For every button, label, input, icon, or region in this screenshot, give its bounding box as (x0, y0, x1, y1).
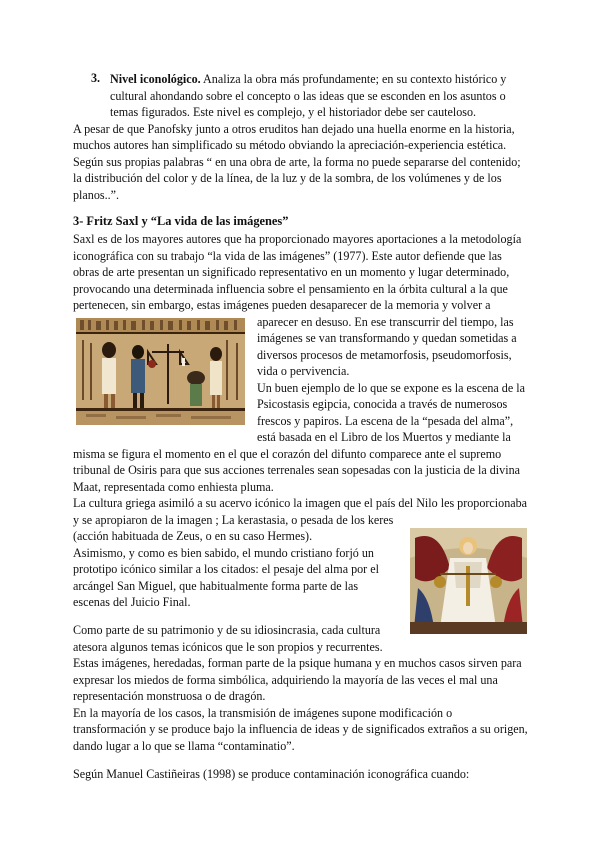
egypt-side-line-2: imágenes se van transformando y quedan sometidas a (257, 331, 517, 345)
saxl-line-3: obras de arte presentan un significado representativo en un momento y lugar determinado, (73, 265, 510, 279)
list-item-line-1 (110, 71, 506, 88)
greek-line-3: (acción habituada de Zeus, o en su caso Hermes). (73, 529, 313, 543)
list-term: Nivel iconológico. (110, 72, 201, 86)
egyptian-papyrus-image (76, 318, 245, 425)
saxl-line-2: iconográfica con su trabajo “la vida de las imágenes” (1977). Este autor defiende que las (73, 248, 502, 263)
osiris-line-3: Maat, representada como enhiesta pluma. (73, 479, 274, 494)
osiris-line-2: tribunal de Osiris para que sus acciones terrenales sean sopesadas con la justicia de la divina (73, 463, 520, 477)
heritage-line-7: transformación y se produce bajo la influencia de ideas y de significados extraños a su origen, (73, 722, 528, 736)
saxl-line-4: provocando una determinada influencia sobre el pensamiento en la órbita cultural a la que (73, 281, 508, 296)
panofsky-line-4: la distribución del color y de la línea, de la luz y de la sombra, de los volúmenes y de los (73, 171, 502, 185)
list-number: 3. (91, 71, 101, 85)
list-item-line-2: cultural ahondando sobre el concepto o las ideas que se esconden en los asuntos o (110, 88, 506, 103)
saint-michael-painting (410, 528, 527, 634)
section-heading: 3- Fritz Saxl y “La vida de las imágenes” (73, 214, 289, 228)
list-line-text: Analiza la obra más profundamente; en su contexto histórico y (200, 72, 507, 86)
egypt-side-line-7: frescos y papiros. La escena de la “pesada del alma”, (257, 413, 514, 428)
panofsky-line-1: A pesar de que Panofsky junto a otros eruditos han dejado una huella enorme en la historia, (73, 121, 515, 136)
egypt-side-line-1: aparecer en desuso. En ese transcurrir del tiempo, las (257, 314, 514, 329)
christian-line-2: prototipo icónico similar a los citados: el pesaje del alma por el (73, 562, 379, 576)
saxl-line-5: pertenecen, sin embargo, estas imágenes pueden desaparecer de la memoria y volver a (73, 298, 491, 312)
papyrus-psychostasis-icon (76, 318, 245, 425)
egypt-side-line-6: Psicostasis egipcia, conocida a través de numerosos (257, 397, 508, 411)
castineiras-line: Según Manuel Castiñeiras (1998) se produce contaminación iconográfica cuando: (73, 767, 470, 781)
christian-line-1: Asimismo, y como es bien sabido, el mundo cristiano forjó un (73, 545, 374, 560)
egypt-side-line-3: diversos procesos de metamorfosis, pseudomorfosis, (257, 347, 512, 362)
heritage-line-8: dando lugar a lo que se llama “contaminatio”. (73, 738, 295, 753)
egypt-side-line-5: Un buen ejemplo de lo que se expone es la escena de la (257, 380, 525, 395)
egypt-side-line-4: vida o pervivencia. (257, 364, 350, 378)
greek-line-1: La cultura griega asimiló a su acervo icónico la imagen que el país del Nilo les proporcionaba (73, 496, 528, 510)
heritage-line-2: atesora algunos temas icónicos que le son propios y recurrentes. (73, 639, 383, 654)
panofsky-line-2: muchos autores han simplificado su método obviando la apreciación-experiencia estética. (73, 138, 507, 152)
greek-line-2: y se apropiaron de la imagen ; La kerastasia, o pesada de los keres (73, 512, 394, 527)
christian-line-4: escenas del Juicio Final. (73, 595, 191, 609)
osiris-line-1: misma se figura el momento en el que el corazón del difunto comparece ante el supremo (73, 446, 502, 461)
saxl-line-1: Saxl es de los mayores autores que ha proporcionado mayores aportaciones a la metodología (73, 232, 522, 246)
heritage-line-3: Estas imágenes, heredadas, forman parte de la psique humana y en muchos casos sirven para (73, 656, 522, 670)
egypt-side-line-8: está basada en el Libro de los Muertos y mediante la (257, 430, 511, 444)
heritage-line-4: expresar los miedos de forma simbólica, adquiriendo la mayoría de las veces el mal una (73, 672, 498, 687)
christian-line-3: arcángel San Miguel, que habitualmente forma parte de las (73, 578, 359, 593)
heritage-line-1: Como parte de su patrimonio y de su idiosincrasia, cada cultura (73, 623, 381, 637)
list-item-line-3: temas figurados. Este nivel es complejo, y el historiador debe ser cauteloso. (110, 105, 477, 119)
panofsky-line-3: Según sus propias palabras “ en una obra de arte, la forma no puede separarse del contenido; (73, 154, 521, 169)
archangel-painting-icon (410, 528, 527, 634)
panofsky-line-5: planos..”. (73, 187, 120, 202)
heritage-line-6: En la mayoría de los casos, la transmisión de imágenes supone modificación o (73, 705, 453, 720)
heritage-line-5: representación monstruosa o de dragón. (73, 689, 266, 703)
